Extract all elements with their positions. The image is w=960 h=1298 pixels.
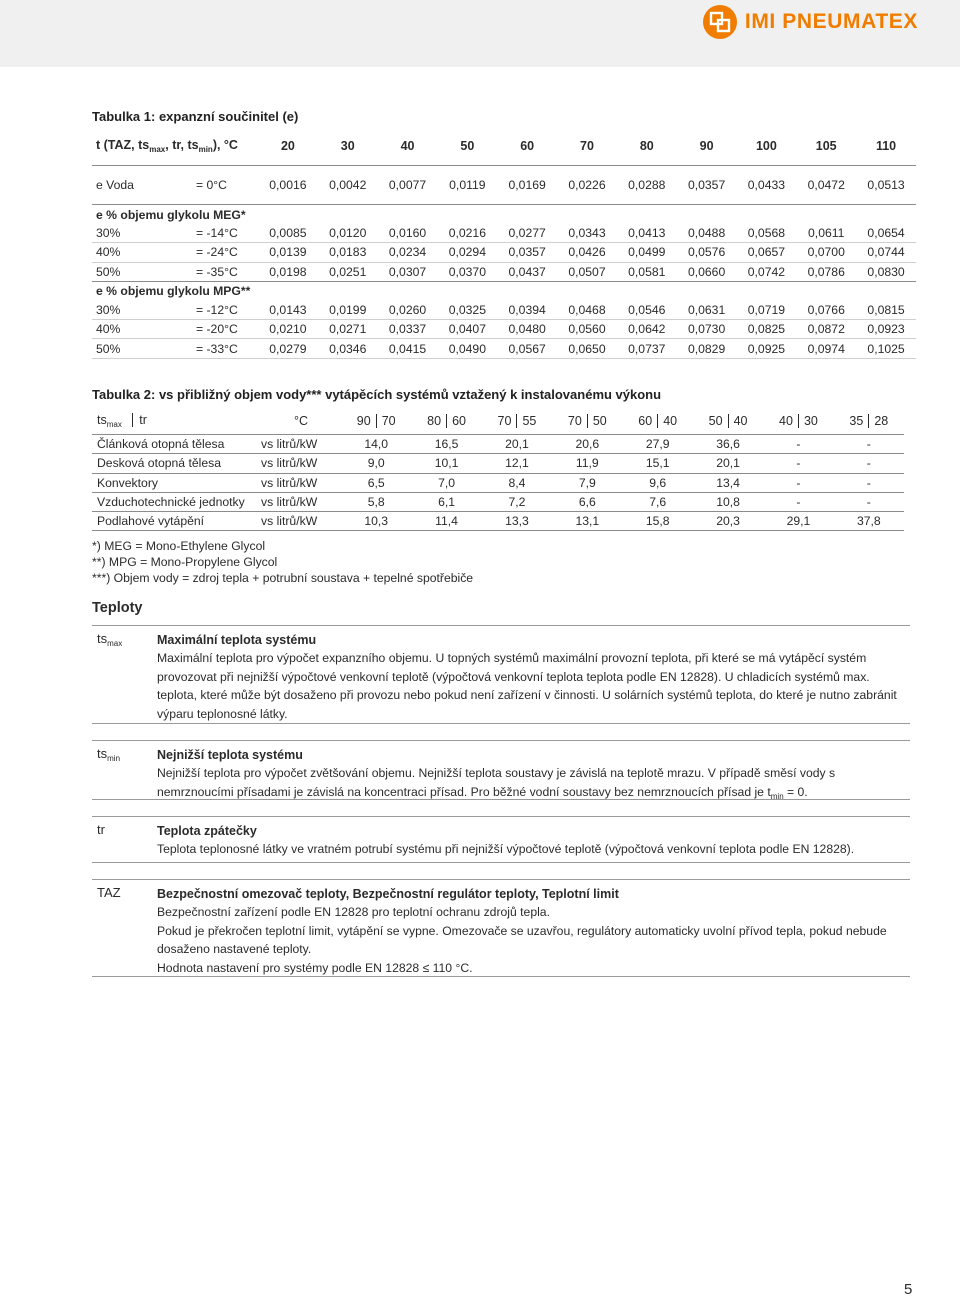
- value-cell: 0,0786: [796, 262, 856, 281]
- volume-value: 27,9: [623, 435, 693, 454]
- row-label: 40%: [92, 320, 176, 339]
- temperature-header: t (TAZ, $ts_{max}$, tr, $ts_{min}$), °C: [92, 127, 258, 166]
- taz-title: Bezpečnostní omezovač teploty, Bezpečnostní regulátor teploty, Teplotní limit: [157, 887, 619, 901]
- volume-value: 8,4: [482, 473, 552, 492]
- tr-description: Teplota teplonosné látky ve vratném potrubí systému při nejnižší výpočtové teplotě (výpočtová venkovní teplota podle EN 12828).: [157, 842, 855, 857]
- value-cell: 0,0719: [737, 301, 797, 320]
- unit-header: °C: [261, 407, 341, 435]
- taz-text: [157, 885, 905, 977]
- heating-system-row: [92, 492, 904, 511]
- value-cell: 0,0120: [318, 224, 378, 243]
- temp-column-header: 60: [497, 127, 557, 166]
- volume-value: 20,1: [693, 454, 763, 473]
- volume-value: -: [834, 435, 904, 454]
- volume-value: 29,1: [763, 512, 833, 531]
- symbol-tsmin: $ts_{min}$: [97, 746, 121, 763]
- table2-header-row: [92, 407, 904, 435]
- value-cell: 0,0260: [378, 301, 438, 320]
- water-volume-table: [92, 407, 904, 531]
- value-cell: 0,0472: [796, 166, 856, 205]
- value-cell: 0,0307: [378, 262, 438, 281]
- volume-value: 13,1: [552, 512, 622, 531]
- value-cell: 0,0507: [557, 262, 617, 281]
- system-label: Desková otopná tělesa: [92, 454, 261, 473]
- value-cell: 0,0657: [737, 243, 797, 262]
- heating-system-row: [92, 435, 904, 454]
- value-cell: 0,0226: [557, 166, 617, 205]
- row-label: 50%: [92, 262, 176, 281]
- tsmax-title: Maximální teplota systému: [157, 633, 317, 647]
- value-cell: 0,0923: [856, 320, 916, 339]
- tsmax-text: [157, 631, 905, 723]
- definition-tsmin: [92, 740, 910, 800]
- value-cell: 0,0426: [557, 243, 617, 262]
- value-cell: 0,0198: [258, 262, 318, 281]
- expansion-coefficient-table: [92, 127, 916, 359]
- flow-return-column-header: 90 70: [341, 407, 411, 435]
- flow-return-column-header: 80 60: [411, 407, 481, 435]
- volume-value: 7,6: [623, 492, 693, 511]
- tr-text: [157, 822, 905, 859]
- taz-line-1: Bezpečnostní zařízení podle EN 12828 pro teplotní ochranu zdrojů tepla.: [157, 905, 550, 920]
- row-label: 30%: [92, 224, 176, 243]
- value-cell: 0,0730: [677, 320, 737, 339]
- value-cell: 0,0576: [677, 243, 737, 262]
- value-cell: 0,0394: [497, 301, 557, 320]
- value-cell: 0,0815: [856, 301, 916, 320]
- volume-value: 36,6: [693, 435, 763, 454]
- flow-return-column-header: 35 28: [834, 407, 904, 435]
- system-label: Článková otopná tělesa: [92, 435, 261, 454]
- value-cell: 0,0016: [258, 166, 318, 205]
- brand-logo: [703, 5, 918, 39]
- value-cell: 0,1025: [856, 339, 916, 358]
- mpg-section-title: [92, 281, 916, 301]
- temp-column-header: 105: [796, 127, 856, 166]
- system-label: Podlahové vytápění: [92, 512, 261, 531]
- value-cell: 0,0119: [437, 166, 497, 205]
- logo-icon: [703, 5, 737, 39]
- value-cell: 0,0433: [737, 166, 797, 205]
- volume-value: 13,4: [693, 473, 763, 492]
- definition-tr: [92, 816, 910, 863]
- value-cell: 0,0407: [437, 320, 497, 339]
- brand-name: IMI PNEUMATEX: [744, 10, 918, 33]
- unit-label: vs litrů/kW: [261, 435, 341, 454]
- section-title: e % objemu glykolu MPG**: [96, 284, 251, 299]
- value-cell: 0,0480: [497, 320, 557, 339]
- mpg-row: [92, 301, 916, 320]
- volume-value: 12,1: [482, 454, 552, 473]
- value-cell: 0,0325: [437, 301, 497, 320]
- value-cell: 0,0631: [677, 301, 737, 320]
- row-label: e Voda: [92, 166, 176, 205]
- temp-column-header: 90: [677, 127, 737, 166]
- value-cell: 0,0415: [378, 339, 438, 358]
- volume-value: 7,2: [482, 492, 552, 511]
- ts-tr-header: $ts_{max}$ tr: [92, 407, 261, 435]
- value-cell: 0,0737: [617, 339, 677, 358]
- tsmin-text: [157, 746, 905, 806]
- value-cell: 0,0499: [617, 243, 677, 262]
- volume-value: -: [763, 435, 833, 454]
- flow-return-column-header: 50 40: [693, 407, 763, 435]
- value-cell: 0,0199: [318, 301, 378, 320]
- volume-value: 9,6: [623, 473, 693, 492]
- volume-value: 11,9: [552, 454, 622, 473]
- value-cell: 0,0077: [378, 166, 438, 205]
- volume-value: 6,5: [341, 473, 411, 492]
- volume-value: 10,8: [693, 492, 763, 511]
- unit-label: vs litrů/kW: [261, 454, 341, 473]
- tsmin-title: Nejnižší teplota systému: [157, 748, 303, 762]
- meg-section-title: [92, 205, 916, 225]
- value-cell: 0,0294: [437, 243, 497, 262]
- volume-value: 20,1: [482, 435, 552, 454]
- volume-value: 10,1: [411, 454, 481, 473]
- meg-row: [92, 243, 916, 262]
- table2-body: [92, 407, 904, 531]
- volume-value: -: [763, 492, 833, 511]
- temp-column-header: 50: [437, 127, 497, 166]
- meg-row: [92, 224, 916, 243]
- symbol-tsmax: $ts_{max}$: [97, 631, 123, 648]
- value-cell: 0,0160: [378, 224, 438, 243]
- unit-label: vs litrů/kW: [261, 492, 341, 511]
- value-cell: 0,0642: [617, 320, 677, 339]
- value-cell: 0,0925: [737, 339, 797, 358]
- row-temperature: = 0°C: [176, 166, 258, 205]
- value-cell: 0,0357: [677, 166, 737, 205]
- footnote-mpg: **) MPG = Mono-Propylene Glycol: [92, 555, 278, 569]
- water-row: [92, 166, 916, 205]
- value-cell: 0,0085: [258, 224, 318, 243]
- row-temperature: = -24°C: [176, 243, 258, 262]
- row-temperature: = -33°C: [176, 339, 258, 358]
- value-cell: 0,0437: [497, 262, 557, 281]
- volume-value: 15,1: [623, 454, 693, 473]
- value-cell: 0,0744: [856, 243, 916, 262]
- footnote-volume: ***) Objem vody = zdroj tepla + potrubní soustava + tepelné spotřebiče: [92, 571, 474, 585]
- volume-value: 5,8: [341, 492, 411, 511]
- volume-value: -: [763, 454, 833, 473]
- taz-line-3: Hodnota nastavení pro systémy podle EN 12828 ≤ 110 °C.: [157, 960, 473, 975]
- row-label: 50%: [92, 339, 176, 358]
- value-cell: 0,0490: [437, 339, 497, 358]
- temp-column-header: 110: [856, 127, 916, 166]
- value-cell: 0,0279: [258, 339, 318, 358]
- row-temperature: = -12°C: [176, 301, 258, 320]
- value-cell: 0,0581: [617, 262, 677, 281]
- value-cell: 0,0277: [497, 224, 557, 243]
- value-cell: 0,0766: [796, 301, 856, 320]
- value-cell: 0,0654: [856, 224, 916, 243]
- volume-value: 37,8: [834, 512, 904, 531]
- footnote-meg: *) MEG = Mono-Ethylene Glycol: [92, 539, 266, 553]
- mpg-row: [92, 339, 916, 358]
- page-number: 5: [904, 1281, 913, 1298]
- table1-header-row: [92, 127, 916, 166]
- tsmin-description: Nejnižší teplota pro výpočet zvětšování objemu. Nejnižší teplota soustavy je závislá na teplotě mrazu. V případě směsí vody s nemrznoucími přísadami je závislá na koncentraci přísad. Pro běžné vodní soustavy bez nemrznoucích přísad je $t_{min} = 0$.: [157, 766, 836, 801]
- value-cell: 0,0251: [318, 262, 378, 281]
- unit-label: vs litrů/kW: [261, 512, 341, 531]
- heating-system-row: [92, 473, 904, 492]
- value-cell: 0,0042: [318, 166, 378, 205]
- volume-value: 20,6: [552, 435, 622, 454]
- flow-return-column-header: 60 40: [623, 407, 693, 435]
- value-cell: 0,0872: [796, 320, 856, 339]
- value-cell: 0,0825: [737, 320, 797, 339]
- mpg-row: [92, 320, 916, 339]
- temp-column-header: 30: [318, 127, 378, 166]
- flow-return-column-header: 40 30: [763, 407, 833, 435]
- table2-title: Tabulka 2: vs přibližný objem vody*** vytápěcích systémů vztažený k instalovanému výkonu: [92, 387, 662, 402]
- value-cell: 0,0468: [557, 301, 617, 320]
- definition-tsmax: [92, 625, 910, 724]
- value-cell: 0,0183: [318, 243, 378, 262]
- value-cell: 0,0216: [437, 224, 497, 243]
- value-cell: 0,0288: [617, 166, 677, 205]
- volume-value: 7,0: [411, 473, 481, 492]
- value-cell: 0,0234: [378, 243, 438, 262]
- section-heading-teploty: Teploty: [92, 600, 143, 616]
- value-cell: 0,0271: [318, 320, 378, 339]
- tr-title: Teplota zpátečky: [157, 824, 257, 838]
- temp-column-header: 20: [258, 127, 318, 166]
- row-temperature: = -14°C: [176, 224, 258, 243]
- volume-value: 20,3: [693, 512, 763, 531]
- value-cell: 0,0546: [617, 301, 677, 320]
- value-cell: 0,0488: [677, 224, 737, 243]
- table1-body: [92, 127, 916, 358]
- volume-value: 15,8: [623, 512, 693, 531]
- value-cell: 0,0413: [617, 224, 677, 243]
- symbol-tr: tr: [97, 822, 105, 837]
- temp-column-header: 100: [737, 127, 797, 166]
- value-cell: 0,0139: [258, 243, 318, 262]
- heating-system-row: [92, 454, 904, 473]
- value-cell: 0,0974: [796, 339, 856, 358]
- heating-system-row: [92, 512, 904, 531]
- value-cell: 0,0143: [258, 301, 318, 320]
- taz-line-2: Pokud je překročen teplotní limit, vytápění se vypne. Omezovače se uzavřou, regulátory automaticky uvolní přívod tepla, pokud nebude dosaženo nastavené teploty.: [157, 923, 887, 957]
- value-cell: 0,0346: [318, 339, 378, 358]
- volume-value: 11,4: [411, 512, 481, 531]
- volume-value: 10,3: [341, 512, 411, 531]
- volume-value: 16,5: [411, 435, 481, 454]
- volume-value: -: [763, 473, 833, 492]
- value-cell: 0,0700: [796, 243, 856, 262]
- value-cell: 0,0650: [557, 339, 617, 358]
- value-cell: 0,0357: [497, 243, 557, 262]
- volume-value: 7,9: [552, 473, 622, 492]
- tsmax-description: Maximální teplota pro výpočet expanzního objemu. U topných systémů maximální provozní teplota, při které se má vytápěcí systém provozovat při nejnižší výpočtové venkovní teplotě (výpočtová venkovní teplota teplota podle EN 12828). U chladicích systémů max. teplota, které může být dosaženo při provozu nebo pokud není zařízení v činnosti. U solárních systémů teplota, do které je nutno zabránit výparu teplonosné látky.: [157, 651, 897, 721]
- definition-taz: [92, 879, 910, 977]
- volume-value: 6,1: [411, 492, 481, 511]
- row-label: 40%: [92, 243, 176, 262]
- system-label: Vzduchotechnické jednotky: [92, 492, 261, 511]
- row-temperature: = -20°C: [176, 320, 258, 339]
- row-label: 30%: [92, 301, 176, 320]
- value-cell: 0,0568: [737, 224, 797, 243]
- system-label: Konvektory: [92, 473, 261, 492]
- value-cell: 0,0370: [437, 262, 497, 281]
- volume-value: -: [834, 454, 904, 473]
- temp-column-header: 40: [378, 127, 438, 166]
- temp-column-header: 80: [617, 127, 677, 166]
- flow-return-column-header: 70 50: [552, 407, 622, 435]
- value-cell: 0,0829: [677, 339, 737, 358]
- volume-value: 13,3: [482, 512, 552, 531]
- value-cell: 0,0660: [677, 262, 737, 281]
- value-cell: 0,0169: [497, 166, 557, 205]
- value-cell: 0,0611: [796, 224, 856, 243]
- volume-value: 9,0: [341, 454, 411, 473]
- volume-value: -: [834, 473, 904, 492]
- value-cell: 0,0830: [856, 262, 916, 281]
- unit-label: vs litrů/kW: [261, 473, 341, 492]
- value-cell: 0,0513: [856, 166, 916, 205]
- value-cell: 0,0560: [557, 320, 617, 339]
- flow-return-column-header: 70 55: [482, 407, 552, 435]
- value-cell: 0,0742: [737, 262, 797, 281]
- page-header: [0, 0, 960, 67]
- value-cell: 0,0343: [557, 224, 617, 243]
- footnotes: [92, 538, 473, 586]
- volume-value: -: [834, 492, 904, 511]
- value-cell: 0,0567: [497, 339, 557, 358]
- value-cell: 0,0210: [258, 320, 318, 339]
- volume-value: 14,0: [341, 435, 411, 454]
- meg-row: [92, 262, 916, 281]
- section-title: e % objemu glykolu MEG*: [96, 207, 246, 222]
- row-temperature: = -35°C: [176, 262, 258, 281]
- table1-title: Tabulka 1: expanzní součinitel (e): [92, 109, 299, 124]
- volume-value: 6,6: [552, 492, 622, 511]
- value-cell: 0,0337: [378, 320, 438, 339]
- temp-column-header: 70: [557, 127, 617, 166]
- symbol-taz: TAZ: [97, 885, 121, 900]
